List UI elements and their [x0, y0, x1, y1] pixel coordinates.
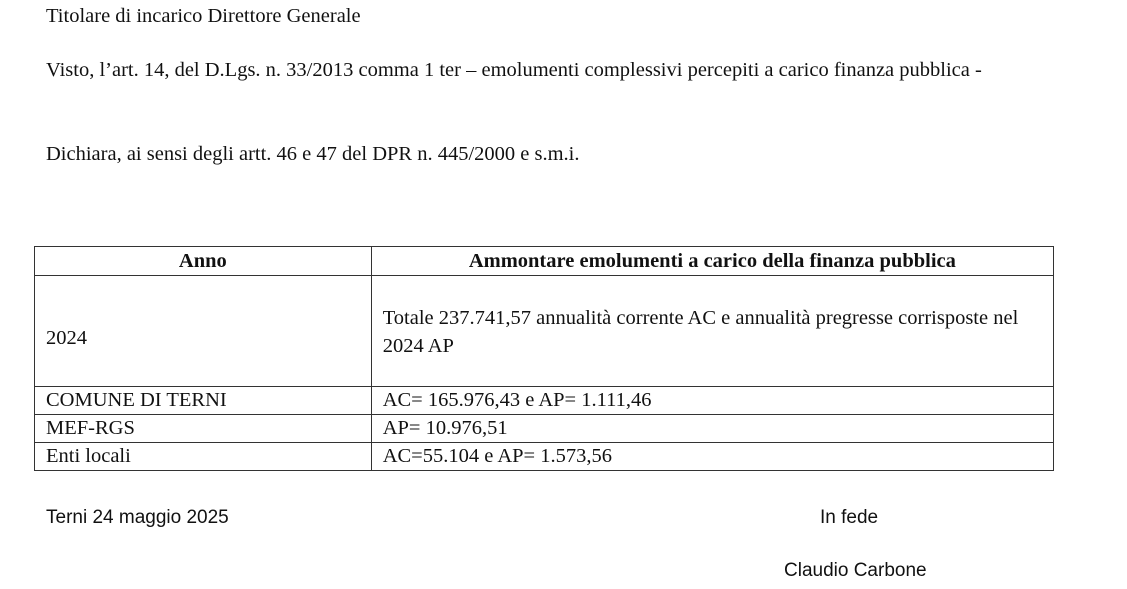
emoluments-table — [34, 246, 1054, 471]
in-fede-label: In fede — [820, 507, 879, 528]
declaration-paragraph: Dichiara, ai sensi degli artt. 46 e 47 del DPR n. 445/2000 e s.m.i. — [46, 143, 580, 165]
row-anno-cell: COMUNE DI TERNI — [35, 387, 372, 415]
place-and-date: Terni 24 maggio 2025 — [46, 507, 229, 528]
row-ammontare-cell: AC= 165.976,43 e AP= 1.111,46 — [371, 387, 1053, 415]
row-ammontare-cell: AP= 10.976,51 — [371, 415, 1053, 443]
row-anno-cell: MEF-RGS — [35, 415, 372, 443]
legal-reference-paragraph: Visto, l’art. 14, del D.Lgs. n. 33/2013 comma 1 ter – emolumenti complessivi percepiti a carico finanza pubblica - — [46, 59, 982, 81]
row-ammontare-cell: Totale 237.741,57 annualità corrente AC e annualità pregresse corrisposte nel 2024 AP — [371, 276, 1053, 387]
table-row — [35, 387, 1054, 415]
table-row — [35, 276, 1054, 387]
row-anno-cell: Enti locali — [35, 443, 372, 471]
row-anno-cell: 2024 — [35, 276, 372, 387]
table-header-row — [35, 247, 1054, 276]
table-row — [35, 443, 1054, 471]
table-row — [35, 415, 1054, 443]
signatory-name: Claudio Carbone — [784, 560, 927, 581]
header-ammontare: Ammontare emolumenti a carico della finanza pubblica — [371, 247, 1053, 276]
declarant-role: Titolare di incarico Direttore Generale — [46, 5, 361, 27]
header-anno: Anno — [35, 247, 372, 276]
row-ammontare-cell: AC=55.104 e AP= 1.573,56 — [371, 443, 1053, 471]
